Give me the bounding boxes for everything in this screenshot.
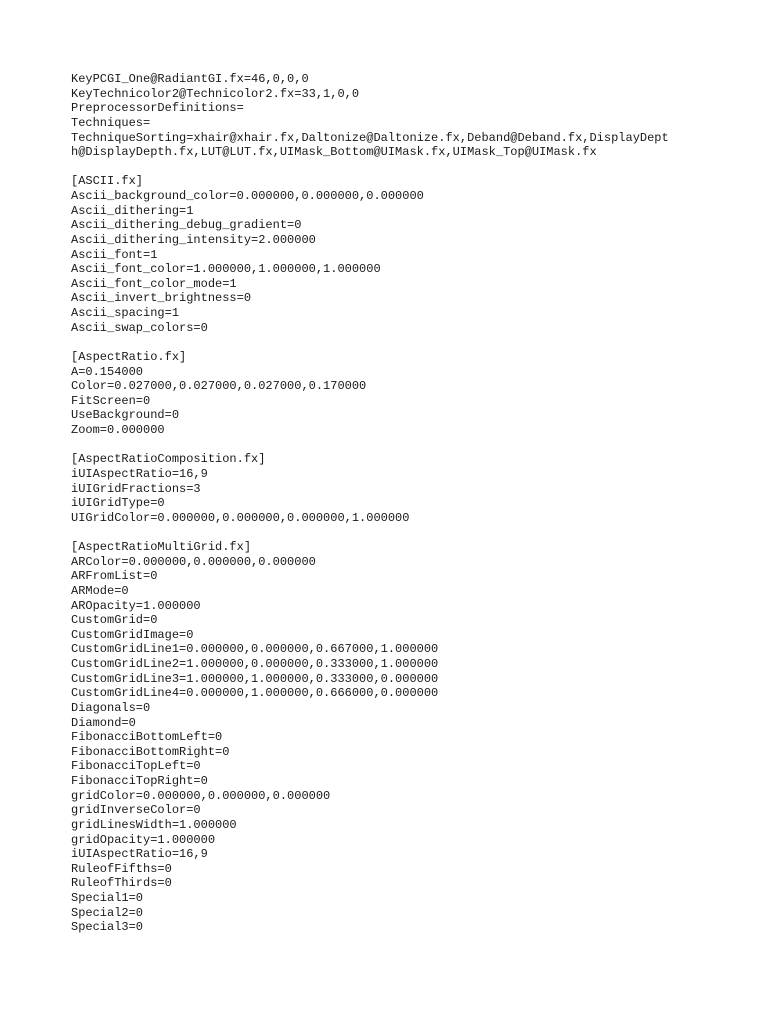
config-line: Ascii_background_color=0.000000,0.000000,0.000000 bbox=[71, 189, 424, 203]
config-line: RuleofThirds=0 bbox=[71, 876, 172, 891]
config-line: Special2=0 bbox=[71, 905, 144, 920]
config-line: h@DisplayDepth.fx,LUT@LUT.fx,UIMask_Bottom@UIMask.fx,UIMask_Top@UIMask.fx bbox=[71, 145, 597, 160]
config-line: CustomGridLine3=1.000000,1.000000,0.333000,0.000000 bbox=[71, 671, 439, 686]
config-line: KeyTechnicolor2@Technicolor2.fx=33,1,0,0 bbox=[71, 86, 360, 101]
config-line: CustomGridLine2=1.000000,0.000000,0.333000,1.000000 bbox=[71, 657, 439, 671]
section-header: [ASCII.fx] bbox=[71, 174, 144, 189]
config-line: TechniqueSorting=xhair@xhair.fx,Daltonize@Daltonize.fx,Deband@Deband.fx,DisplayDept bbox=[71, 130, 669, 145]
config-line: FibonacciBottomLeft=0 bbox=[71, 730, 223, 745]
config-line: CustomGridLine4=0.000000,1.000000,0.666000,0.000000 bbox=[71, 686, 439, 701]
section-header: [AspectRatioMultiGrid.fx] bbox=[71, 540, 252, 554]
config-line: Diamond=0 bbox=[71, 715, 136, 730]
ini-document bbox=[71, 72, 751, 935]
config-line: gridOpacity=1.000000 bbox=[71, 832, 216, 847]
config-line: Ascii_font_color=1.000000,1.000000,1.000000 bbox=[71, 262, 381, 277]
config-line: Zoom=0.000000 bbox=[71, 423, 165, 437]
config-line: ARColor=0.000000,0.000000,0.000000 bbox=[71, 554, 316, 569]
config-line: gridColor=0.000000,0.000000,0.000000 bbox=[71, 788, 331, 803]
config-line: iUIGridType=0 bbox=[71, 496, 165, 511]
config-line: Ascii_font=1 bbox=[71, 247, 158, 262]
config-line: CustomGridImage=0 bbox=[71, 627, 194, 642]
config-line: FitScreen=0 bbox=[71, 393, 151, 408]
config-line: Ascii_swap_colors=0 bbox=[71, 320, 208, 335]
config-line: Ascii_dithering=1 bbox=[71, 203, 194, 218]
config-line: UseBackground=0 bbox=[71, 408, 180, 423]
blank-line bbox=[71, 525, 751, 540]
config-line: UIGridColor=0.000000,0.000000,0.000000,1.000000 bbox=[71, 510, 410, 525]
config-line: Special1=0 bbox=[71, 891, 144, 905]
config-line: Techniques= bbox=[71, 115, 151, 130]
config-line: gridLinesWidth=1.000000 bbox=[71, 817, 237, 832]
config-line: AROpacity=1.000000 bbox=[71, 598, 201, 613]
config-line: iUIAspectRatio=16,9 bbox=[71, 847, 208, 862]
config-line: FibonacciBottomRight=0 bbox=[71, 744, 230, 759]
config-line: Ascii_spacing=1 bbox=[71, 306, 180, 320]
config-line: iUIAspectRatio=16,9 bbox=[71, 466, 208, 481]
config-line: Ascii_dithering_intensity=2.000000 bbox=[71, 232, 316, 247]
config-line: FibonacciTopRight=0 bbox=[71, 774, 208, 788]
blank-line bbox=[71, 335, 751, 350]
config-line: PreprocessorDefinitions= bbox=[71, 101, 244, 116]
config-line: Diagonals=0 bbox=[71, 700, 151, 715]
config-line: iUIGridFractions=3 bbox=[71, 481, 201, 496]
config-line: A=0.154000 bbox=[71, 364, 144, 379]
config-line: FibonacciTopLeft=0 bbox=[71, 759, 201, 774]
config-line: Special3=0 bbox=[71, 920, 144, 935]
config-line: CustomGridLine1=0.000000,0.000000,0.667000,1.000000 bbox=[71, 642, 439, 657]
section-header: [AspectRatio.fx] bbox=[71, 349, 187, 364]
blank-line bbox=[71, 160, 751, 175]
config-line: Color=0.027000,0.027000,0.027000,0.170000 bbox=[71, 379, 367, 394]
config-line: ARMode=0 bbox=[71, 583, 129, 598]
config-line: ARFromList=0 bbox=[71, 569, 158, 584]
section-header: [AspectRatioComposition.fx] bbox=[71, 452, 266, 467]
config-line: Ascii_dithering_debug_gradient=0 bbox=[71, 218, 302, 233]
config-line: Ascii_font_color_mode=1 bbox=[71, 276, 237, 291]
config-line: RuleofFifths=0 bbox=[71, 861, 172, 876]
config-line: KeyPCGI_One@RadiantGI.fx=46,0,0,0 bbox=[71, 72, 309, 86]
config-line: Ascii_invert_brightness=0 bbox=[71, 291, 252, 306]
config-line: gridInverseColor=0 bbox=[71, 803, 201, 818]
config-line: CustomGrid=0 bbox=[71, 613, 158, 628]
blank-line bbox=[71, 438, 751, 453]
